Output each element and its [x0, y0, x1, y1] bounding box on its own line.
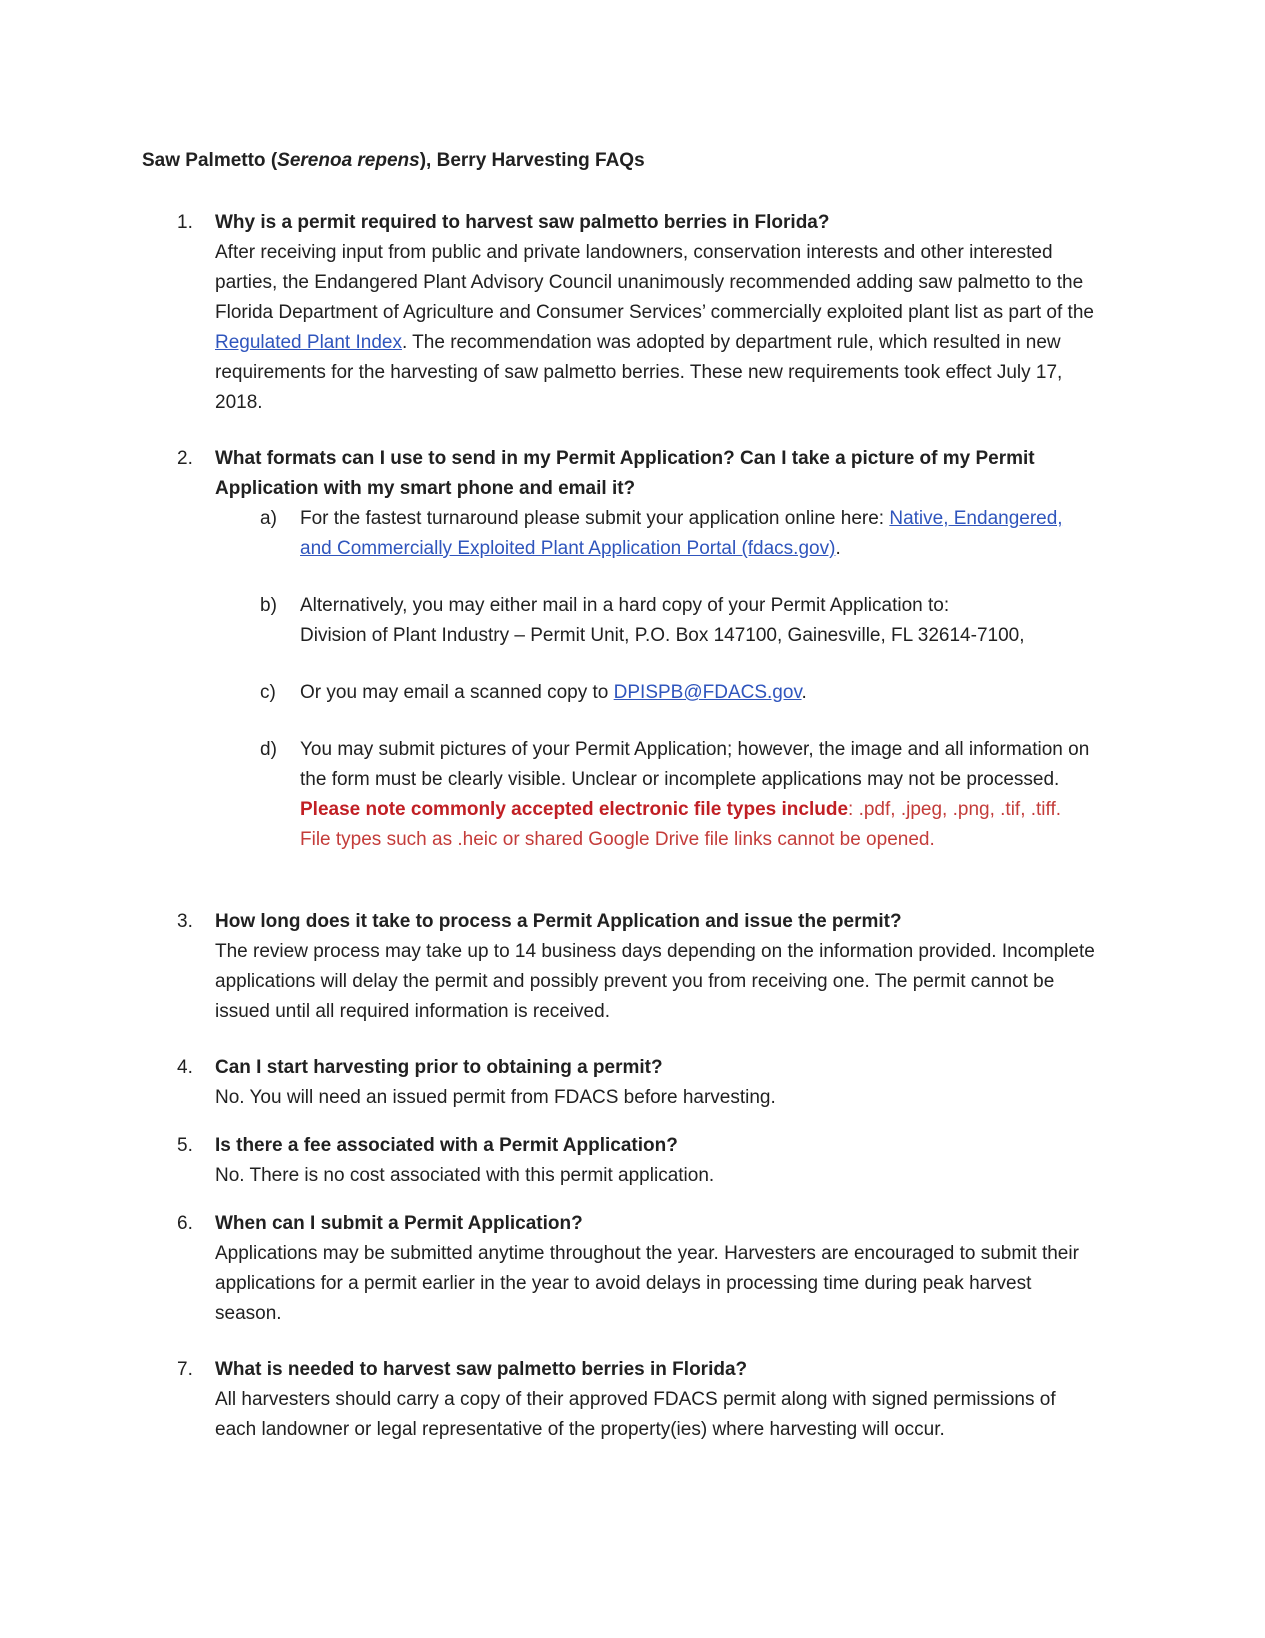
question-4: Can I start harvesting prior to obtaining a permit? — [215, 1057, 663, 1078]
file-types-warning-text: : .pdf, .jpeg, .png, .tif, .tiff. File types such as .heic or shared Google Drive file links cannot be opened. — [300, 799, 1062, 850]
title-text: Saw Palmetto ( — [142, 150, 278, 171]
sub-item-letter: d) — [260, 739, 277, 760]
answer-text: After receiving input from public and private landowners, conservation interests and other interested parties, the Endangered Plant Advisory Council unanimously recommended adding saw palmetto to the Florida Department of Agriculture and Consumer Services’ commercially exploited plant list as part of the — [215, 242, 1094, 323]
faq-item-3 — [142, 907, 1095, 1027]
answer-text: For the fastest turnaround please submit your application online here: — [300, 508, 890, 529]
item-number: 5. — [177, 1135, 193, 1156]
sub-item-c — [215, 678, 1095, 708]
faq-item-6 — [142, 1209, 1095, 1329]
sub-item-a-text — [300, 504, 1095, 564]
sub-item-letter: a) — [260, 508, 277, 529]
answer-3: The review process may take up to 14 business days depending on the information provided. Incomplete applications will delay the permit and possibly prevent you from receiving one. The permit cannot be issued until all required information is received. — [215, 941, 1095, 1022]
answer-5: No. There is no cost associated with this permit application. — [215, 1165, 715, 1186]
answer-text: . — [801, 682, 807, 703]
sub-item-a — [215, 504, 1095, 564]
item-number: 1. — [177, 212, 193, 233]
answer-6: Applications may be submitted anytime throughout the year. Harvesters are encouraged to submit their applications for a permit earlier in the year to avoid delays in processing time during peak harvest season. — [215, 1243, 1079, 1324]
answer-text: You may submit pictures of your Permit Application; however, the image and all information on the form must be clearly visible. Unclear or incomplete applications may not be processed. — [300, 739, 1090, 790]
document-content — [142, 146, 1095, 1471]
answer-text: Or you may email a scanned copy to — [300, 682, 614, 703]
sub-item-letter: b) — [260, 595, 277, 616]
email-link[interactable]: DPISPB@FDACS.gov — [613, 682, 802, 703]
item-number: 4. — [177, 1057, 193, 1078]
sub-item-d — [215, 735, 1095, 855]
faq-item-2 — [142, 444, 1095, 855]
sub-item-letter: c) — [260, 682, 276, 703]
faq-item-5 — [142, 1131, 1095, 1191]
item-number: 3. — [177, 911, 193, 932]
sub-item-b-text — [300, 591, 1095, 651]
faq-item-1 — [142, 208, 1095, 418]
sub-item-b — [215, 591, 1095, 651]
question-7: What is needed to harvest saw palmetto berries in Florida? — [215, 1359, 748, 1380]
question-2: What formats can I use to send in my Permit Application? Can I take a picture of my Permit Application with my smart phone and email it? — [215, 448, 1035, 499]
answer-7: All harvesters should carry a copy of their approved FDACS permit along with signed permissions of each landowner or legal representative of the property(ies) where harvesting will occur. — [215, 1389, 1056, 1440]
sub-item-d-text — [300, 735, 1095, 855]
item-number: 7. — [177, 1359, 193, 1380]
answer-text: . — [835, 538, 841, 559]
answer-text: Alternatively, you may either mail in a hard copy of your Permit Application to: — [300, 595, 950, 616]
file-types-warning-bold: Please note commonly accepted electronic file types include — [300, 799, 849, 820]
item-number: 2. — [177, 448, 193, 469]
question-5: Is there a fee associated with a Permit Application? — [215, 1135, 678, 1156]
faq-item-4 — [142, 1053, 1095, 1113]
application-portal-link[interactable]: Native, Endangered, and Commercially Exploited Plant Application Portal (fdacs.gov) — [300, 508, 1063, 559]
question-6: When can I submit a Permit Application? — [215, 1213, 583, 1234]
answer-text: . The recommendation was adopted by department rule, which resulted in new requirements for the harvesting of saw palmetto berries. These new requirements took effect July 17, 2018. — [215, 332, 1063, 413]
page-title — [142, 146, 1095, 176]
question-1: Why is a permit required to harvest saw palmetto berries in Florida? — [215, 212, 830, 233]
answer-1 — [215, 238, 1095, 418]
regulated-plant-index-link[interactable]: Regulated Plant Index — [215, 332, 402, 353]
faq-item-7 — [142, 1355, 1095, 1445]
question-3: How long does it take to process a Permit Application and issue the permit? — [215, 911, 902, 932]
answer-4: No. You will need an issued permit from FDACS before harvesting. — [215, 1087, 776, 1108]
title-species-name: Serenoa repens — [277, 150, 420, 171]
mailing-address: Division of Plant Industry – Permit Unit, P.O. Box 147100, Gainesville, FL 32614-7100, — [300, 625, 1025, 646]
sub-item-c-text — [300, 678, 1095, 708]
title-text: ), Berry Harvesting FAQs — [419, 150, 645, 171]
item-number: 6. — [177, 1213, 193, 1234]
